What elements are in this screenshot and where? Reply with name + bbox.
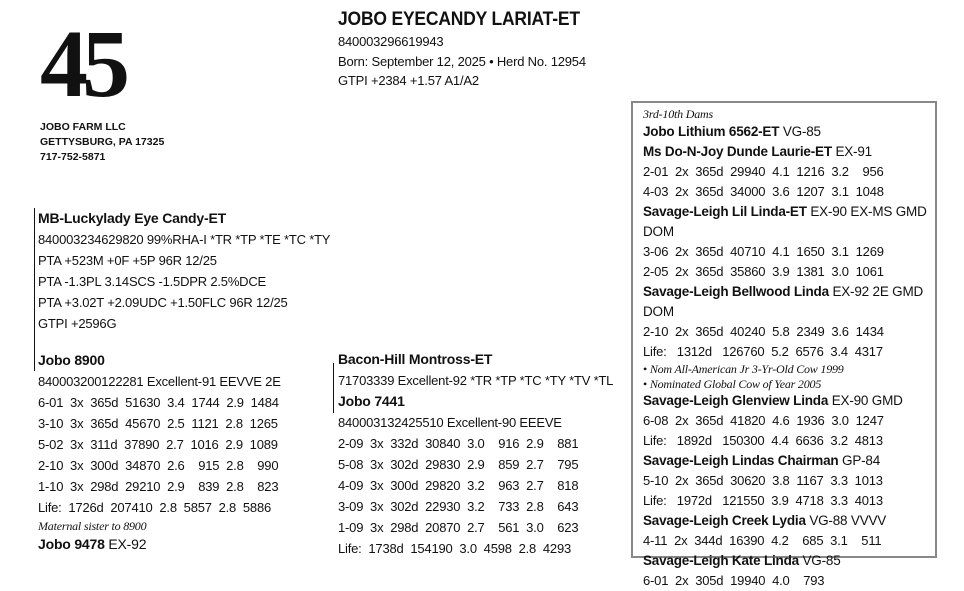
ancestor-record: 6-08 2x 365d 41820 4.6 1936 3.0 1247 bbox=[643, 413, 884, 428]
consignor-city: GETTYSBURG, PA 17325 bbox=[40, 136, 165, 148]
ancestor-class: EX-90 EX-MS GMD DOM bbox=[643, 204, 927, 239]
lot-number: 45 bbox=[40, 10, 124, 117]
ancestor-name-text: Ms Do-N-Joy Dunde Laurie-ET bbox=[643, 144, 832, 159]
granddam-life-record: Life: 1726d 207410 2.8 5857 2.8 5886 bbox=[38, 500, 272, 515]
sire-dam-record: 2-09 3x 332d 30840 3.0 916 2.9 881 bbox=[338, 436, 579, 451]
granddam-record: 1-10 3x 298d 29210 2.9 839 2.8 823 bbox=[38, 479, 279, 494]
ancestor-class: EX-92 2E GMD DOM bbox=[643, 284, 924, 319]
ancestor-record: 5-10 2x 365d 30620 3.8 1167 3.3 1013 bbox=[643, 473, 883, 488]
ancestor-class: VG-88 VVVV bbox=[809, 513, 887, 528]
sire-dam-name: Jobo 7441 bbox=[338, 393, 405, 409]
ancestor-note: • Nominated Global Cow of Year 2005 bbox=[643, 376, 822, 391]
granddam-block bbox=[38, 350, 281, 555]
dams-3-10-content bbox=[643, 106, 935, 591]
granddam-record: 2-10 3x 300d 34870 2.6 915 2.8 990 bbox=[38, 458, 279, 473]
dam-name: MB-Luckylady Eye Candy-ET bbox=[38, 210, 226, 226]
ancestor-name bbox=[643, 451, 935, 471]
ancestor-name bbox=[643, 142, 935, 162]
ancestor-record: 4-11 2x 344d 16390 4.2 685 3.1 511 bbox=[643, 533, 882, 548]
granddam-id-line: 840003200122281 Excellent-91 EEVVE 2E bbox=[38, 374, 281, 389]
ancestor-name bbox=[643, 511, 935, 531]
ancestor-class: VG-85 bbox=[782, 124, 821, 139]
ancestor-name bbox=[643, 122, 935, 142]
granddam-record: 3-10 3x 365d 45670 2.5 1121 2.8 1265 bbox=[38, 416, 278, 431]
sire-dam-record: 4-09 3x 300d 29820 3.2 963 2.7 818 bbox=[338, 478, 579, 493]
ancestor-record: 2-05 2x 365d 35860 3.9 1381 3.0 1061 bbox=[643, 264, 884, 279]
sire-dam-record: 5-08 3x 302d 29830 2.9 859 2.7 795 bbox=[338, 457, 579, 472]
ancestor-name-text: Savage-Leigh Lil Linda-ET bbox=[643, 204, 807, 219]
ancestor-class: EX-91 bbox=[835, 144, 872, 159]
dam-line: PTA -1.3PL 3.14SCS -1.5DPR 2.5%DCE bbox=[38, 274, 267, 289]
ancestor-name-text: Savage-Leigh Kate Linda bbox=[643, 553, 799, 568]
ancestor-record: 2-10 2x 365d 40240 5.8 2349 3.6 1434 bbox=[643, 324, 884, 339]
dam-block bbox=[38, 208, 330, 334]
ancestor-note: • Nom All-American Jr 3-Yr-Old Cow 1999 bbox=[643, 362, 844, 376]
ancestor-record: 6-01 2x 305d 19940 4.0 793 bbox=[643, 573, 825, 588]
sire-dam-record: 1-09 3x 298d 20870 2.7 561 3.0 623 bbox=[338, 520, 579, 535]
consignor-phone: 717-752-5871 bbox=[40, 151, 106, 163]
dam-line: PTA +3.02T +2.09UDC +1.50FLC 96R 12/25 bbox=[38, 295, 288, 310]
ancestor-name-text: Savage-Leigh Lindas Chairman bbox=[643, 453, 839, 468]
mgs-name: Bacon-Hill Montross-ET bbox=[338, 351, 493, 367]
dam-line: 840003234629820 99%RHA-I *TR *TP *TE *TC *TY bbox=[38, 232, 331, 247]
mgs-line: 71703339 Excellent-92 *TR *TP *TC *TY *TV *TL bbox=[338, 373, 614, 388]
consignor-name: JOBO FARM LLC bbox=[40, 121, 126, 133]
granddam-note: Maternal sister to 8900 bbox=[38, 519, 147, 533]
sire-dam-record: 3-09 3x 302d 22930 3.2 733 2.8 643 bbox=[338, 499, 579, 514]
ancestor-life-record: Life: 1892d 150300 4.4 6636 3.2 4813 bbox=[643, 433, 883, 448]
dam-line: PTA +523M +0F +5P 96R 12/25 bbox=[38, 253, 217, 268]
pedigree-bracket-left bbox=[34, 208, 35, 371]
granddam-sister bbox=[38, 534, 281, 555]
ancestor-class: VG-85 bbox=[802, 553, 841, 568]
ancestor-note-text: Nom All-American Jr 3-Yr-Old Cow 1999 bbox=[649, 362, 844, 376]
animal-header bbox=[338, 8, 601, 91]
animal-born-line: Born: September 12, 2025 • Herd No. 12954 bbox=[338, 53, 586, 69]
granddam-record: 5-02 3x 311d 37890 2.7 1016 2.9 1089 bbox=[38, 437, 278, 452]
animal-name: JOBO EYECANDY LARIAT-ET bbox=[338, 9, 580, 30]
dams-3-10-box bbox=[631, 101, 937, 588]
ancestor-name-text: Savage-Leigh Creek Lydia bbox=[643, 513, 806, 528]
ancestor-name bbox=[643, 202, 935, 242]
granddam-record: 6-01 3x 365d 51630 3.4 1744 2.9 1484 bbox=[38, 395, 279, 410]
ancestor-name bbox=[643, 551, 935, 571]
ancestor-name-text: Savage-Leigh Glenview Linda bbox=[643, 393, 829, 408]
sire-dam-id-line: 840003132425510 Excellent-90 EEEVE bbox=[338, 415, 562, 430]
ancestor-name-text: Jobo Lithium 6562-ET bbox=[643, 124, 780, 139]
ancestor-life-record: Life: 1972d 121550 3.9 4718 3.3 4013 bbox=[643, 493, 883, 508]
ancestor-name bbox=[643, 391, 935, 411]
granddam-sister-name: Jobo 9478 bbox=[38, 536, 105, 552]
ancestor-name bbox=[643, 282, 935, 322]
ancestor-note-text: Nominated Global Cow of Year 2005 bbox=[649, 376, 822, 391]
ancestor-life-record: Life: 1312d 126760 5.2 6576 3.4 4317 bbox=[643, 344, 883, 359]
ancestor-name-text: Savage-Leigh Bellwood Linda bbox=[643, 284, 829, 299]
ancestor-class: GP-84 bbox=[842, 453, 881, 468]
ancestor-record: 2-01 2x 365d 29940 4.1 1216 3.2 956 bbox=[643, 164, 884, 179]
animal-id: 840003296619943 bbox=[338, 34, 444, 49]
ancestor-record: 4-03 2x 365d 34000 3.6 1207 3.1 1048 bbox=[643, 184, 884, 199]
ancestor-record: 3-06 2x 365d 40710 4.1 1650 3.1 1269 bbox=[643, 244, 884, 259]
granddam-sister-class: EX-92 bbox=[108, 536, 147, 552]
ancestor-class: EX-90 GMD bbox=[831, 393, 903, 408]
sire-side-block bbox=[338, 349, 613, 559]
dam-line: GTPI +2596G bbox=[38, 316, 117, 331]
animal-gtpi-line: GTPI +2384 +1.57 A1/A2 bbox=[338, 73, 479, 88]
granddam-name: Jobo 8900 bbox=[38, 352, 105, 368]
sire-dam-life-record: Life: 1738d 154190 3.0 4598 2.8 4293 bbox=[338, 541, 572, 556]
pedigree-bracket-mid bbox=[333, 363, 334, 413]
consignor-block bbox=[40, 120, 164, 165]
dams-3-10-caption: 3rd-10th Dams bbox=[643, 107, 713, 121]
